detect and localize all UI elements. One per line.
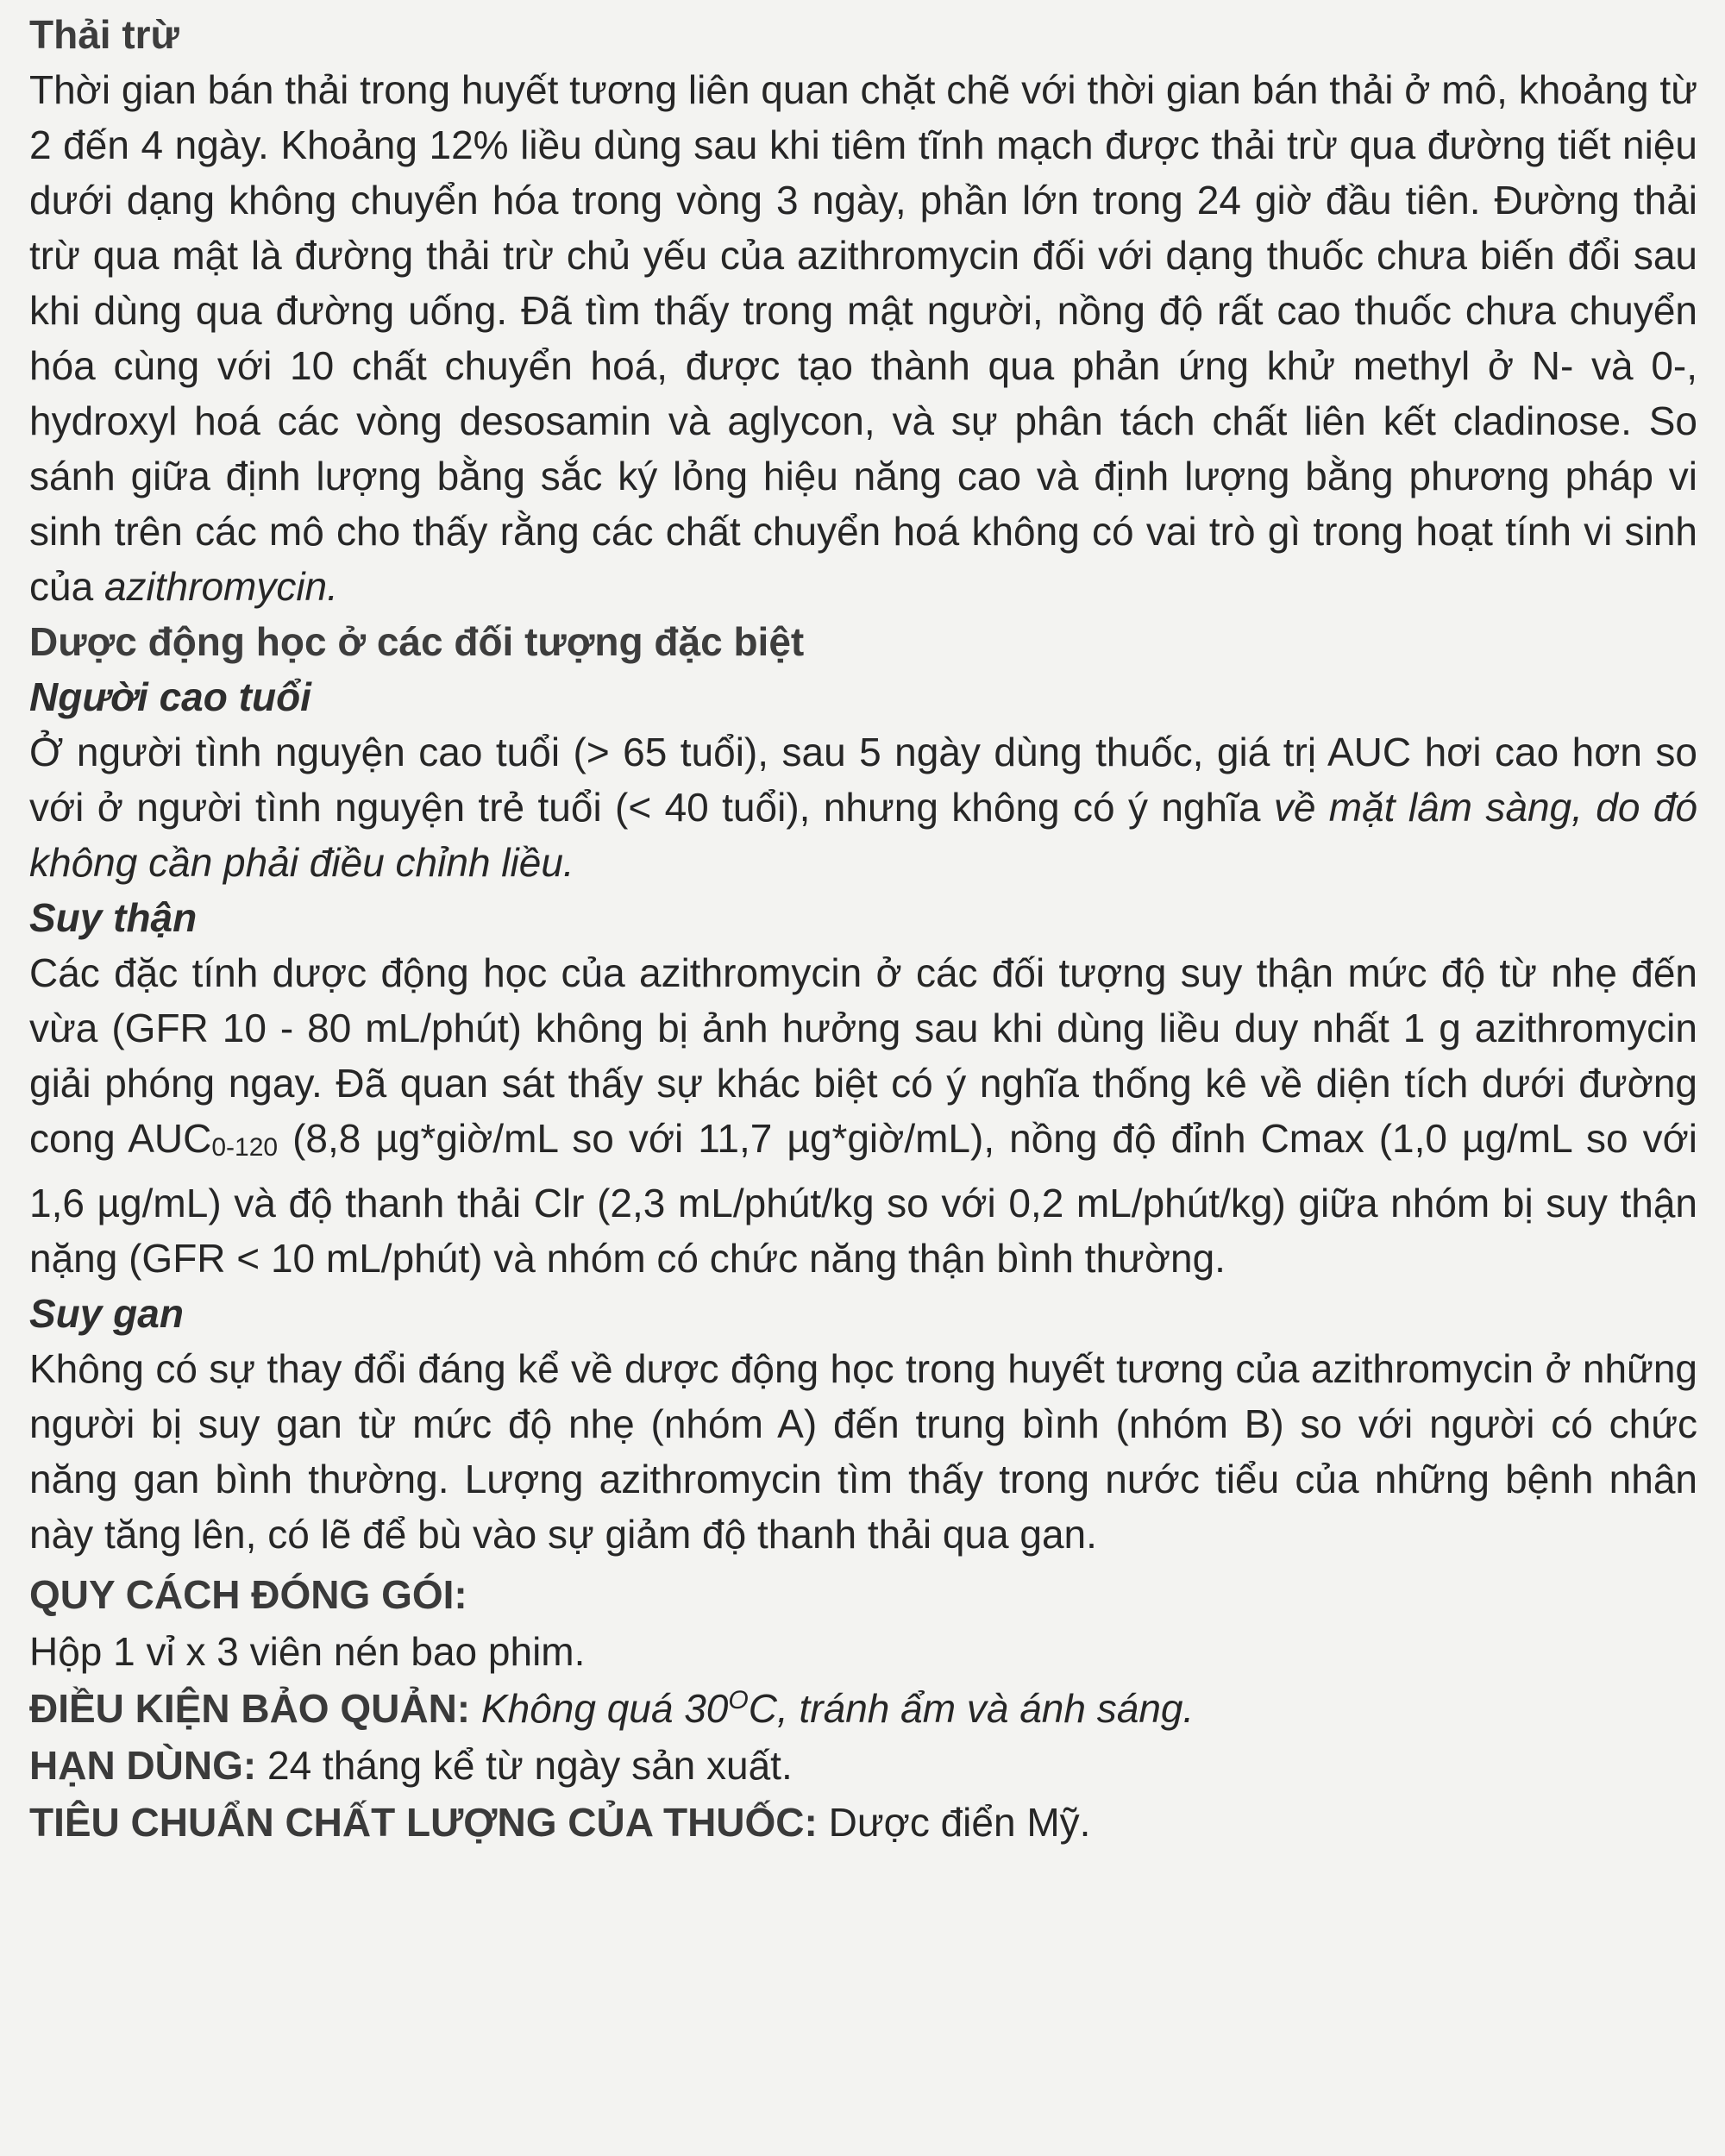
standard-value: Dược điển Mỹ. bbox=[817, 1800, 1091, 1845]
expiry-label: HẠN DÙNG: bbox=[29, 1743, 257, 1788]
hepatic-subheading: Suy gan bbox=[29, 1291, 184, 1336]
special-populations-section bbox=[29, 614, 1697, 1562]
elderly-body-italic: về mặt lâm sàng, do đó không cần phải điều chỉnh liều. bbox=[29, 785, 1697, 885]
elimination-section bbox=[29, 7, 1697, 614]
auc-subscript: 0-120 bbox=[211, 1133, 279, 1162]
renal-text bbox=[29, 945, 1697, 1286]
elderly-text bbox=[29, 724, 1697, 890]
expiry-value: 24 tháng kể từ ngày sản xuất. bbox=[256, 1743, 793, 1788]
packaging-section bbox=[29, 1567, 1697, 1679]
elderly-body: Ở người tình nguyện cao tuổi (> 65 tuổi), sau 5 ngày dùng thuốc, giá trị AUC hơi cao hơn so với ở người tình nguyện trẻ tuổi (< 40 tuổi), nhưng không có ý nghĩa bbox=[29, 730, 1697, 830]
elimination-text bbox=[29, 62, 1697, 614]
standard-label: TIÊU CHUẨN CHẤT LƯỢNG CỦA THUỐC: bbox=[29, 1800, 818, 1845]
standard-line bbox=[29, 1795, 1697, 1850]
storage-value-1: Không quá 30 bbox=[470, 1686, 729, 1731]
expiry-line bbox=[29, 1738, 1697, 1793]
packaging-text: Hộp 1 vỉ x 3 viên nén bao phim. bbox=[29, 1629, 586, 1674]
packaging-heading: QUY CÁCH ĐÓNG GÓI: bbox=[29, 1572, 467, 1617]
storage-label: ĐIỀU KIỆN BẢO QUẢN: bbox=[29, 1686, 471, 1731]
storage-line bbox=[29, 1681, 1697, 1736]
special-populations-heading: Dược động học ở các đối tượng đặc biệt bbox=[29, 619, 805, 664]
elimination-heading: Thải trừ bbox=[29, 12, 179, 57]
renal-subheading: Suy thận bbox=[29, 895, 198, 940]
elimination-body-italic: azithromycin. bbox=[104, 564, 338, 609]
degree-superscript: O bbox=[728, 1686, 749, 1714]
storage-value-2: C, tránh ẩm và ánh sáng. bbox=[748, 1686, 1195, 1731]
elimination-body: Thời gian bán thải trong huyết tương liên quan chặt chẽ với thời gian bán thải ở mô, khoảng từ 2 đến 4 ngày. Khoảng 12% liều dùng sau khi tiêm tĩnh mạch được thải trừ qua đường tiết niệu dưới dạng không chuyển hóa trong vòng 3 ngày, phần lớn trong 24 giờ đầu tiên. Đường thải trừ qua mật là đường thải trừ chủ yếu của azithromycin đối với dạng thuốc chưa biến đổi sau khi dùng qua đường uống. Đã tìm thấy trong mật người, nồng độ rất cao thuốc chưa chuyển hóa cùng với 10 chất chuyển hoá, được tạo thành qua phản ứng khử methyl ở N- và 0-, hydroxyl hoá các vòng desosamin và aglycon, và sự phân tách chất liên kết cladinose. So sánh giữa định lượng bằng sắc ký lỏng hiệu năng cao và định lượng bằng phương pháp vi sinh trên các mô cho thấy rằng các chất chuyển hoá không có vai trò gì trong hoạt tính vi sinh của bbox=[29, 67, 1697, 609]
renal-body-2: (8,8 µg*giờ/mL so với 11,7 µg*giờ/mL), nồng độ đỉnh Cmax (1,0 µg/mL so với 1,6 µg/mL) và độ thanh thải Clr (2,3 mL/phút/kg so với 0,2 mL/phút/kg) giữa nhóm bị suy thận nặng (GFR < 10 mL/phút) và nhóm có chức năng thận bình thường. bbox=[29, 1116, 1697, 1281]
renal-body-1: Các đặc tính dược động học của azithromycin ở các đối tượng suy thận mức độ từ nhẹ đến vừa (GFR 10 - 80 mL/phút) không bị ảnh hưởng sau khi dùng liều duy nhất 1 g azithromycin giải phóng ngay. Đã quan sát thấy sự khác biệt có ý nghĩa thống kê về diện tích dưới đường cong AUC bbox=[29, 950, 1697, 1161]
elderly-subheading: Người cao tuổi bbox=[29, 674, 311, 719]
hepatic-text: Không có sự thay đổi đáng kể về dược động học trong huyết tương của azithromycin ở những người bị suy gan từ mức độ nhẹ (nhóm A) đến trung bình (nhóm B) so với người có chức năng gan bình thường. Lượng azithromycin tìm thấy trong nước tiểu của những bệnh nhân này tăng lên, có lẽ để bù vào sự giảm độ thanh thải qua gan. bbox=[29, 1346, 1697, 1557]
storage-value bbox=[470, 1686, 1194, 1731]
